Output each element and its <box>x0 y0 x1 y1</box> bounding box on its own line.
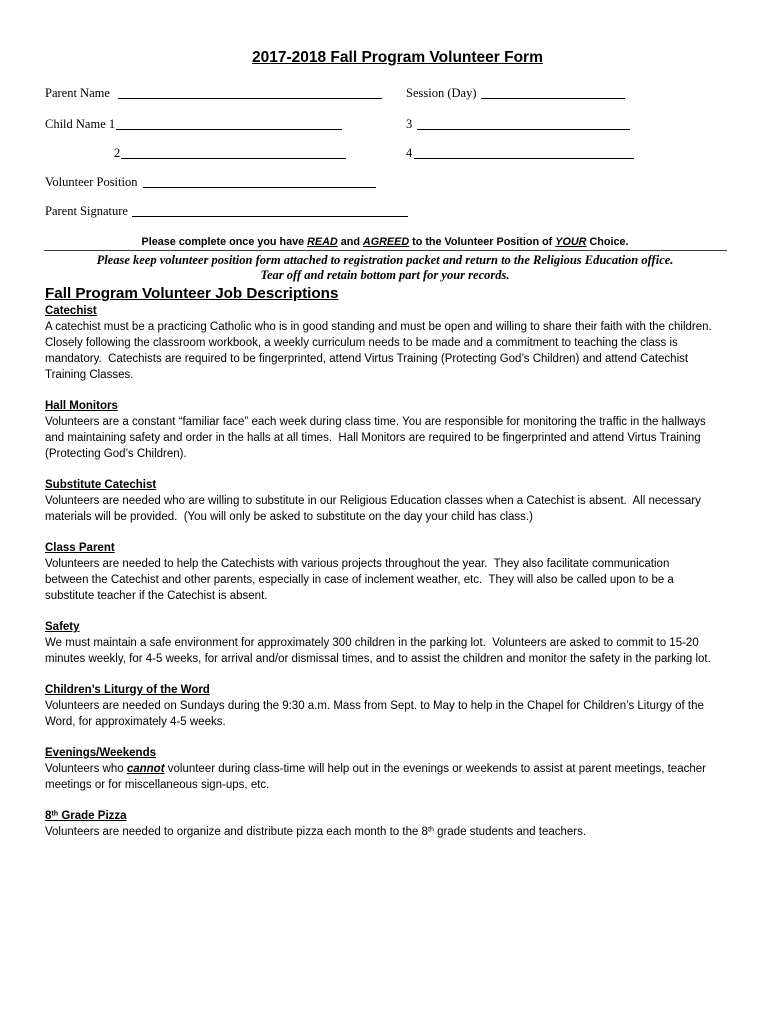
job-description-text: grade students and teachers. <box>433 826 587 838</box>
job-description-line: and maintaining safety and order in the halls at all times. Hall Monitors are required to be fingerprinted and attend Virtus Training <box>45 432 701 444</box>
job-evenings-weekends <box>45 745 745 793</box>
job-8th-grade-pizza <box>45 808 745 840</box>
job-class-parent <box>45 540 745 604</box>
volunteer-position-label: Volunteer Position <box>45 175 138 189</box>
notice-read-emphasis: READ <box>307 236 338 248</box>
child-name-1-label: Child Name 1 <box>45 117 116 131</box>
notice-text: and <box>337 236 363 248</box>
job-description-line: Training Classes. <box>45 369 134 381</box>
parent-name-field[interactable] <box>118 84 382 99</box>
job-descriptions-list <box>45 303 745 855</box>
child-name-3-label: 3 <box>406 117 413 131</box>
parent-name-label: Parent Name <box>45 86 110 100</box>
child-name-2-field[interactable] <box>121 144 346 159</box>
job-description-line: meetings or for miscellaneous sign-ups, etc. <box>45 779 270 791</box>
job-description-line: substitute teacher if the Catechist is absent. <box>45 590 268 602</box>
tear-off-instruction: Tear off and retain bottom part for your records. <box>260 268 510 282</box>
session-day-label: Session (Day) <box>406 86 477 100</box>
job-description-line: Volunteers are a constant “familiar face” each week during class time. You are responsible for monitoring the traffic in the hallways <box>45 416 706 428</box>
notice-text: to the Volunteer Position of <box>409 236 556 248</box>
job-heading: Substitute Catechist <box>45 479 157 491</box>
job-description-line <box>45 761 745 777</box>
job-heading: Hall Monitors <box>45 400 118 412</box>
job-safety <box>45 619 745 667</box>
job-hall-monitors <box>45 398 745 462</box>
job-heading: Evenings/Weekends <box>45 747 156 759</box>
return-instruction: Please keep volunteer position form attached to registration packet and return to the Religious Education office. <box>96 253 674 267</box>
notice-agreed-emphasis: AGREED <box>362 236 410 248</box>
notice-text: Choice. <box>586 236 629 248</box>
ordinal-suffix: th <box>427 825 434 834</box>
job-heading: Class Parent <box>45 542 115 554</box>
job-description-line: Word, for approximately 4-5 weeks. <box>45 716 226 728</box>
job-description-line: Volunteers are needed on Sundays during the 9:30 a.m. Mass from Sept. to May to help in the Chapel for Children’s Liturgy of the <box>45 700 704 712</box>
volunteer-position-field[interactable] <box>143 173 376 188</box>
job-heading-text: Grade Pizza <box>58 810 127 822</box>
job-description-text: Volunteers who <box>45 763 127 775</box>
job-description-line <box>45 824 745 840</box>
job-description-line: minutes weekly, for 4-5 weeks, for arrival and/or dismissal times, and to assist the children and monitor the safety in the parking lot. <box>45 653 711 665</box>
child-name-2-label: 2 <box>114 146 121 160</box>
job-heading: Children’s Liturgy of the Word <box>45 684 210 696</box>
job-description-line: mandatory. Catechists are required to be fingerprinted, attend Virtus Training (Protecting God’s Children) and attend Catechist <box>45 353 689 365</box>
job-catechist <box>45 303 745 383</box>
job-description-line: materials will be provided. (You will only be asked to substitute on the day your child has class.) <box>45 511 533 523</box>
job-substitute-catechist <box>45 477 745 525</box>
notice-your-emphasis: YOUR <box>555 236 587 248</box>
job-description-line: (Protecting God’s Children). <box>45 448 187 460</box>
job-description-line: Volunteers are needed who are willing to substitute in our Religious Education classes when a Catechist is absent. All necessary <box>45 495 701 507</box>
parent-signature-label: Parent Signature <box>45 204 128 218</box>
session-day-field[interactable] <box>481 84 625 99</box>
job-heading <box>45 808 745 824</box>
job-description-line: Volunteers are needed to help the Catechists with various projects throughout the year. They also facilitate communication <box>45 558 670 570</box>
form-title: 2017-2018 Fall Program Volunteer Form <box>252 49 543 66</box>
job-description-line: between the Catechist and other parents, especially in case of inclement weather, etc. They will also be called upon to be a <box>45 574 674 586</box>
job-heading: Safety <box>45 621 80 633</box>
child-name-1-field[interactable] <box>116 115 342 130</box>
child-name-4-label: 4 <box>406 146 413 160</box>
job-childrens-liturgy <box>45 682 745 730</box>
child-name-4-field[interactable] <box>414 144 634 159</box>
job-heading: Catechist <box>45 305 97 317</box>
job-description-line: We must maintain a safe environment for approximately 300 children in the parking lot. Volunteers are asked to commit to 15-20 <box>45 637 699 649</box>
notice-text: Please complete once you have <box>141 236 308 248</box>
child-name-3-field[interactable] <box>417 115 630 130</box>
job-descriptions-title: Fall Program Volunteer Job Descriptions <box>45 285 339 302</box>
tear-off-line <box>44 250 727 251</box>
job-description-text: Volunteers are needed to organize and distribute pizza each month to the 8 <box>45 826 428 838</box>
ordinal-suffix: th <box>51 809 59 818</box>
job-description-line: A catechist must be a practicing Catholic who is in good standing and must be open and willing to share their faith with the children. <box>45 321 712 333</box>
cannot-emphasis: cannot <box>126 763 165 775</box>
grade-number: 8 <box>45 810 52 822</box>
completion-notice <box>0 234 770 250</box>
job-description-text: volunteer during class-time will help out in the evenings or weekends to assist at parent meetings, teacher <box>164 763 706 775</box>
job-description-line: Closely following the classroom workbook, a weekly curriculum needs to be made and a commitment to teaching the class is <box>45 337 678 349</box>
parent-signature-field[interactable] <box>132 202 408 217</box>
